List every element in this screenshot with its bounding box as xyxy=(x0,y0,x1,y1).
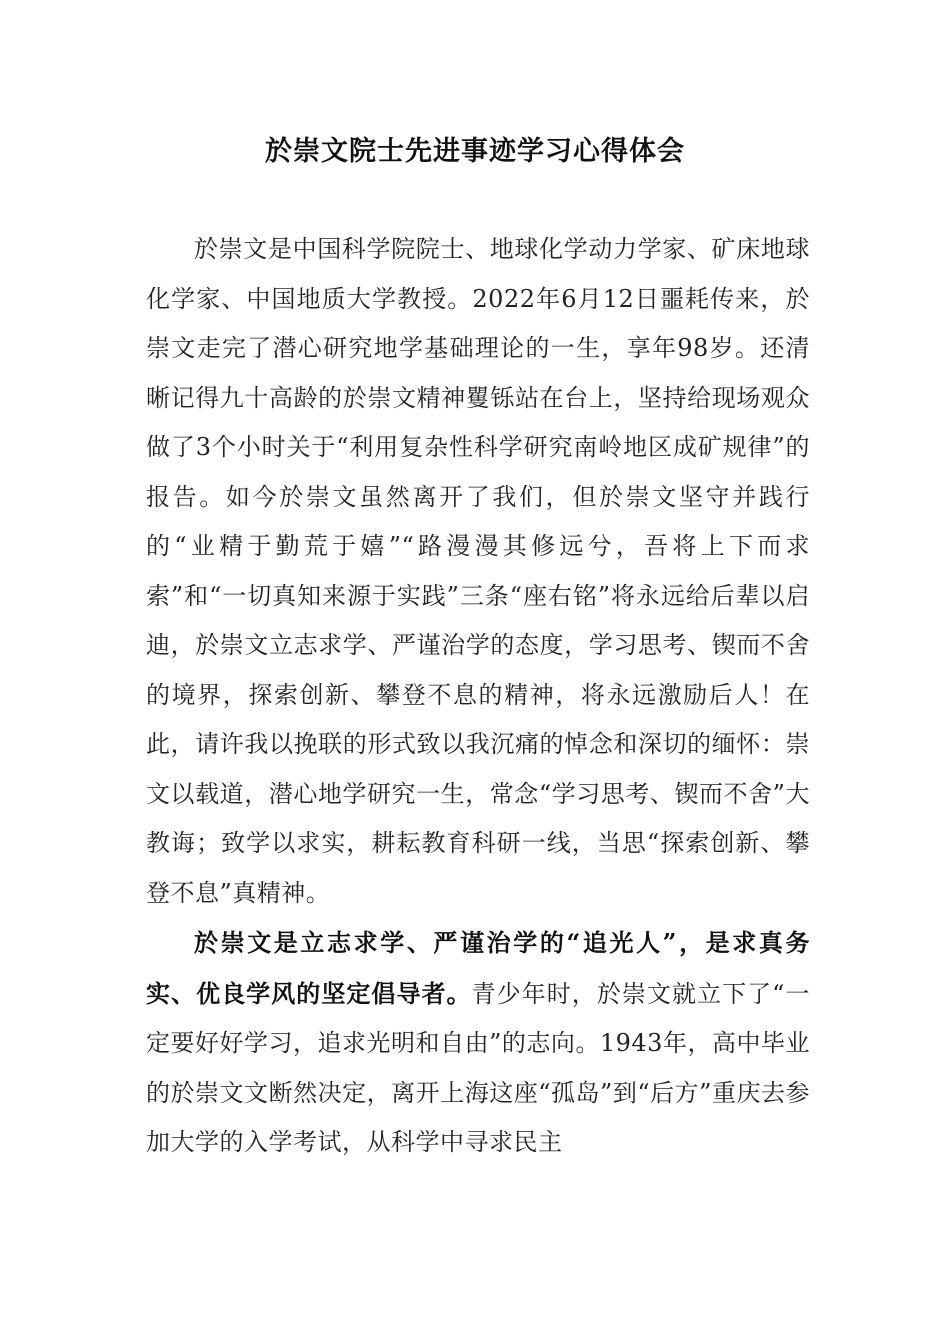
document-body xyxy=(146,225,810,1168)
paragraph-1-text: 於崇文是中国科学院院士、地球化学动力学家、矿床地球化学家、中国地质大学教授。2022年6月12日噩耗传来，於崇文走完了潜心研究地学基础理论的一生，享年98岁。还清晰记得九十高龄的於崇文精神矍铄站在台上，坚持给现场观众做了3个小时关于“利用复杂性科学研究南岭地区成矿规律”的报告。如今於崇文虽然离开了我们，但於崇文坚守并践行的“业精于勤荒于嬉”“路漫漫其修远兮，吾将上下而求索”和“一切真知来源于实践”三条“座右铭”将永远给后辈以启迪，於崇文立志求学、严谨治学的态度，学习思考、锲而不舍的境界，探索创新、攀登不息的精神，将永远激励后人！在此，请许我以挽联的形式致以我沉痛的悼念和深切的缅怀：崇文以载道，潜心地学研究一生，常念“学习思考、锲而不舍”大教诲；致学以求实，耕耘教育科研一线，当思“探索创新、攀登不息”真精神。 xyxy=(146,235,810,907)
document-title: 於崇文院士先进事迹学习心得体会 xyxy=(265,136,685,167)
paragraph-2 xyxy=(146,918,810,1168)
paragraph-2-text: 青少年时，於崇文就立下了“一定要好好学习，追求光明和自由”的志向。1943年，高中毕业的於崇文文断然决定，离开上海这座“孤岛”到“后方”重庆去参加大学的入学考试，从科学中寻求民主 xyxy=(146,979,810,1156)
paragraph-2-bold-lead: 於崇文是立志求学、严谨治学的“追光人”，是求真务实、优良学风的坚定倡导者。 xyxy=(146,928,810,1008)
paragraph-1 xyxy=(146,225,810,918)
